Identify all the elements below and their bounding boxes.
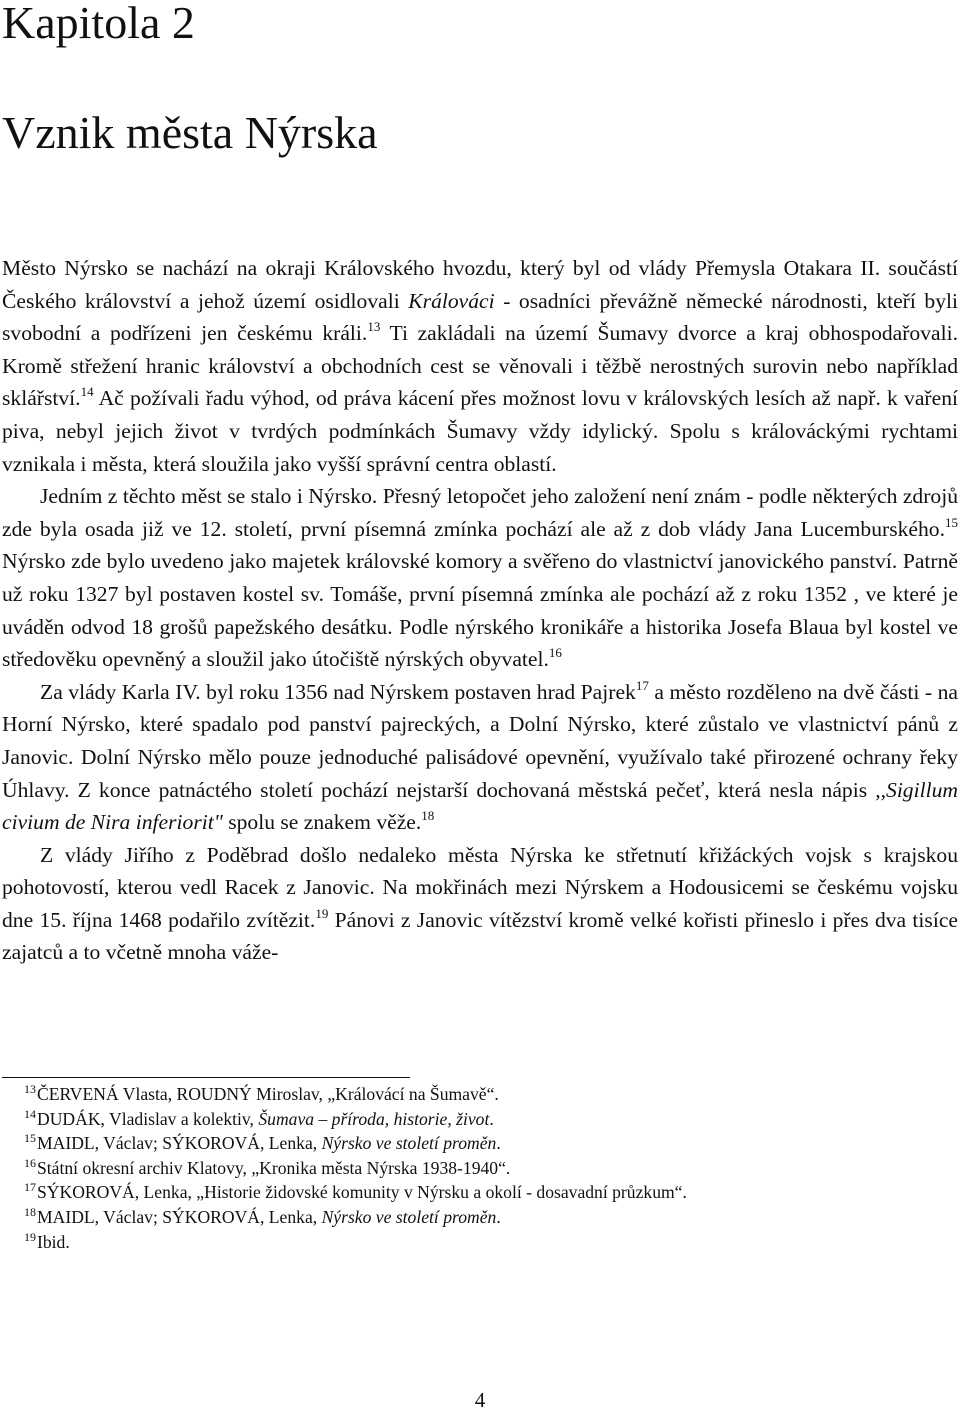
text-segment: Jedním z těchto měst se stalo i Nýrsko. Přesný letopočet jeho založení není znám - podle některých zdrojů zde byla osada již ve 12. století, první písemná zmínka pochází ale až z dob vlády Jana Lucemburského.: [2, 484, 958, 541]
footnote-item: [24, 1156, 954, 1181]
paragraph-3: [2, 676, 958, 839]
paragraph-4: [2, 839, 958, 969]
footnote-text: MAIDL, Václav; SÝKOROVÁ, Lenka,: [37, 1206, 322, 1227]
footnote-number: 18: [24, 1204, 36, 1219]
footnote-tail: .: [489, 1108, 494, 1129]
footnote-ref[interactable]: 16: [548, 645, 562, 661]
text-segment: Z vlády Jiřího z Poděbrad došlo nedaleko města Nýrska ke střetnutí křižáckých vojsk s krajskou pohotovostí, kterou vedl Racek z Janovic. Na mokřinách mezi Nýrskem a Hodousicemi se českému vojsku dne 15. října 1468 podařilo zvítězit.: [2, 842, 958, 932]
text-segment: - osadníci převážně německé národnosti, kteří byli svobodní a podřízeni jen českému králi.: [2, 288, 958, 346]
footnote-text: DUDÁK, Vladislav a kolektiv,: [37, 1108, 259, 1129]
footnote-text: SÝKOROVÁ, Lenka, „Historie židovské komunity v Nýrsku a okolí - dosavadní průzkum“.: [37, 1182, 687, 1203]
footnote-ref[interactable]: 13: [367, 319, 381, 335]
footnote-divider: [2, 1077, 410, 1078]
footnote-ref[interactable]: 19: [315, 905, 329, 921]
footnote-item: [24, 1107, 954, 1132]
footnote-number: 17: [24, 1180, 36, 1195]
footnote-number: 16: [24, 1155, 36, 1170]
footnote-ref[interactable]: 18: [421, 808, 435, 824]
italic-term: Králováci: [408, 288, 495, 313]
footnote-text: Ibid.: [37, 1231, 70, 1252]
footnote-number: 19: [24, 1229, 36, 1244]
text-segment: spolu se znakem věže.: [222, 810, 422, 835]
footnote-tail: .: [496, 1206, 501, 1227]
footnote-title: Nýrsko ve století proměn: [321, 1133, 497, 1154]
footnote-number: 13: [24, 1082, 36, 1096]
footnote-title: Šumava – příroda, historie, život: [258, 1108, 490, 1129]
footnote-number: 15: [24, 1131, 36, 1146]
chapter-title: Vznik města Nýrska: [2, 107, 378, 158]
paragraph-1: [2, 252, 958, 480]
text-segment: a město rozděleno na dvě části - na Horní Nýrsko, které spadalo pod panství pajreckých, a Dolní Nýrsko, které zůstalo ve vlastnictví pánů z Janovic. Dolní Nýrsko mělo pouze jednoduché palisádové opevnění, využívalo také přirozené ochrany řeky Úhlavy. Z konce patnáctého století pochází nejstarší dochovaná městská pečeť, která nesla nápis: [2, 679, 959, 802]
body-text: [2, 252, 958, 969]
footnote-ref[interactable]: 14: [80, 384, 94, 400]
footnote-item: [24, 1230, 954, 1255]
chapter-label: Kapitola 2: [2, 0, 195, 48]
text-segment: Ti zakládali na území Šumavy dvorce a kraj obhospodařovali. Kromě střežení hranic království a obchodních cest se věnovali i těžbě nerostných surovin nebo například sklářství.: [2, 321, 959, 411]
text-segment: Pánovi z Janovic vítězství kromě velké kořisti přineslo i přes dva tisíce zajatců a to včetně mnoha váže-: [2, 907, 958, 965]
footnote-title: Nýrsko ve století proměn: [321, 1206, 497, 1227]
italic-inscription: ,,Sigillum civium de Nira inferiorit": [2, 777, 958, 835]
footnotes: [24, 1082, 954, 1254]
text-segment: Nýrsko zde bylo uvedeno jako majetek královské komory a svěřeno do vlastnictví janovického panství. Patrně už roku 1327 byl postaven kostel sv. Tomáše, první písemná zmínka ale pochází až z roku 1352 , ve které je uváděn odvod 18 grošů papežského desátku. Podle nýrského kronikáře a historika Josefa Blaua byl kostel ve středověku opevněný a sloužil jako útočiště nýrských obyvatel.: [2, 549, 958, 672]
footnote-text: Státní okresní archiv Klatovy, „Kronika města Nýrska 1938-1940“.: [37, 1157, 511, 1178]
footnote-text: MAIDL, Václav; SÝKOROVÁ, Lenka,: [37, 1133, 322, 1154]
footnote-item: [24, 1205, 954, 1230]
footnote-text: ČERVENÁ Vlasta, ROUDNÝ Miroslav, „Královácí na Šumavě“.: [37, 1084, 499, 1104]
footnote-number: 14: [24, 1106, 36, 1121]
footnote-item: [24, 1131, 954, 1156]
footnote-ref[interactable]: 15: [945, 514, 958, 530]
footnote-item: [24, 1082, 954, 1107]
footnote-item: [24, 1180, 954, 1205]
page-number: 4: [474, 1388, 486, 1412]
footnote-tail: .: [496, 1133, 501, 1154]
footnote-ref[interactable]: 17: [635, 677, 649, 693]
text-segment: Město Nýrsko se nachází na okraji Královského hvozdu, který byl od vlády Přemysla Otakara II. součástí Českého království a jehož území osidlovali: [2, 256, 958, 313]
paragraph-2: [2, 480, 958, 676]
text-segment: Za vlády Karla IV. byl roku 1356 nad Nýrskem postaven hrad Pajrek: [40, 679, 636, 704]
text-segment: Ač požívali řadu výhod, od práva kácení přes možnost lovu v královských lesích až např. k vaření piva, nebyl jejich život v tvrdých podmínkách Šumavy vždy idylický. Spolu s králováckými rychtami vznikala i města, která sloužila jako vyšší správní centra oblastí.: [2, 386, 958, 476]
